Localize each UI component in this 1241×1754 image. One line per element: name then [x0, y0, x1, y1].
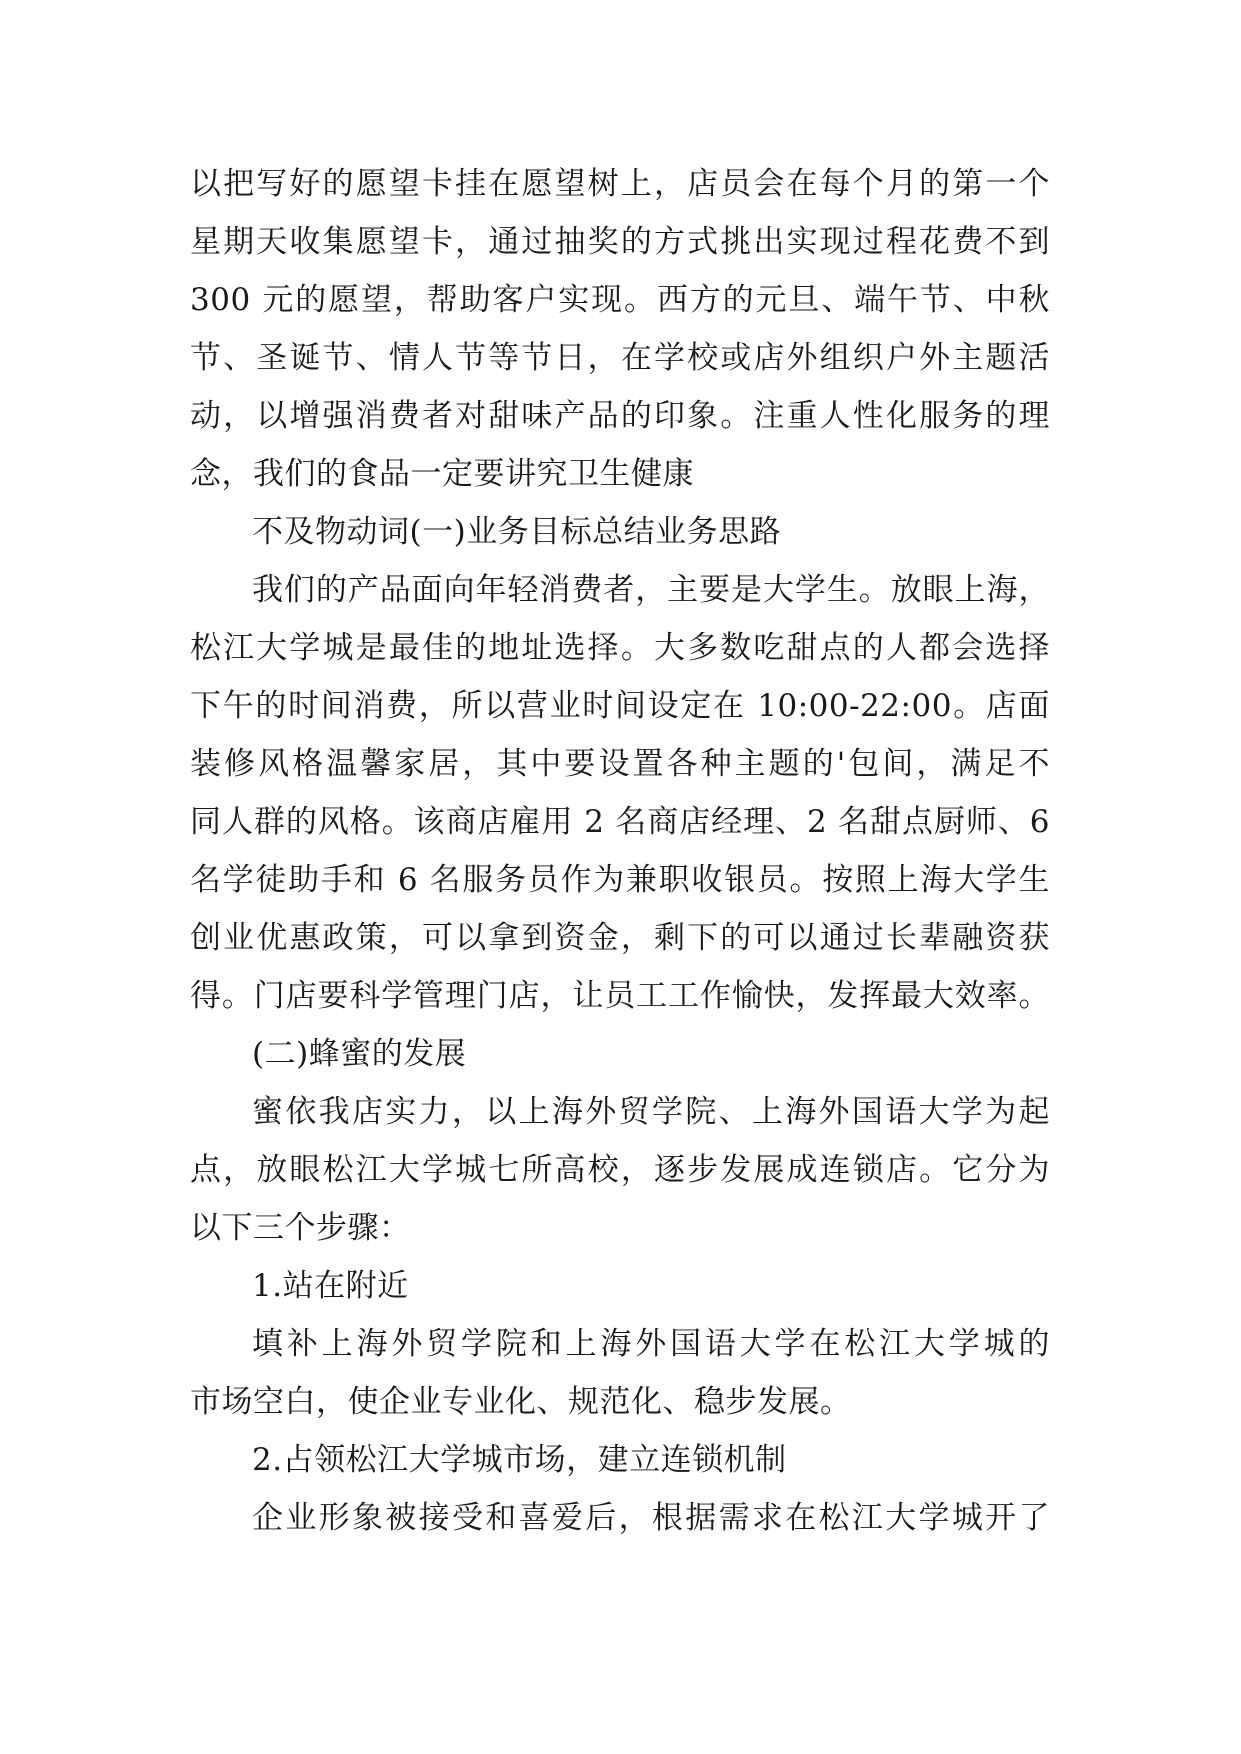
paragraph-line: 节、圣诞节、情人节等节日，在学校或店外组织户外主题活	[190, 340, 1050, 376]
paragraph-line: 念，我们的食品一定要讲究卫生健康	[190, 456, 694, 492]
paragraph-line: 填补上海外贸学院和上海外国语大学在松江大学城的	[252, 1326, 1050, 1362]
paragraph-line: 星期天收集愿望卡，通过抽奖的方式挑出实现过程花费不到	[190, 224, 1050, 260]
paragraph-line: 松江大学城是最佳的地址选择。大多数吃甜点的人都会选择	[190, 630, 1050, 666]
paragraph-line: 蜜依我店实力，以上海外贸学院、上海外国语大学为起	[252, 1094, 1050, 1130]
paragraph-line: 同人群的风格。该商店雇用 2 名商店经理、2 名甜点厨师、6	[190, 804, 1050, 840]
section-heading: (二)蜂蜜的发展	[252, 1036, 467, 1072]
paragraph-line: 我们的产品面向年轻消费者，主要是大学生。放眼上海，	[252, 572, 1050, 608]
section-heading: 不及物动词(一)业务目标总结业务思路	[252, 514, 782, 550]
paragraph-line: 名学徒助手和 6 名服务员作为兼职收银员。按照上海大学生	[190, 862, 1050, 898]
paragraph-line: 下午的时间消费，所以营业时间设定在 10:00-22:00。店面	[190, 688, 1050, 724]
paragraph-line: 动，以增强消费者对甜味产品的印象。注重人性化服务的理	[190, 398, 1050, 434]
document-body	[190, 155, 1050, 1547]
paragraph-line: 市场空白，使企业专业化、规范化、稳步发展。	[190, 1384, 852, 1420]
paragraph-line: 得。门店要科学管理门店，让员工工作愉快，发挥最大效率。	[190, 978, 1050, 1014]
paragraph-line: 企业形象被接受和喜爱后，根据需求在松江大学城开了	[252, 1500, 1050, 1536]
paragraph-line: 以下三个步骤：	[190, 1210, 411, 1246]
paragraph-line: 创业优惠政策，可以拿到资金，剩下的可以通过长辈融资获	[190, 920, 1050, 956]
paragraph-line: 装修风格温馨家居，其中要设置各种主题的'包间，满足不	[190, 746, 1050, 782]
paragraph-line: 点，放眼松江大学城七所高校，逐步发展成连锁店。它分为	[190, 1152, 1050, 1188]
paragraph-line: 300 元的愿望，帮助客户实现。西方的元旦、端午节、中秋	[190, 282, 1050, 318]
paragraph-line: 以把写好的愿望卡挂在愿望树上，店员会在每个月的第一个	[190, 166, 1050, 202]
section-heading: 2.占领松江大学城市场，建立连锁机制	[252, 1442, 787, 1478]
section-heading: 1.站在附近	[252, 1268, 409, 1304]
